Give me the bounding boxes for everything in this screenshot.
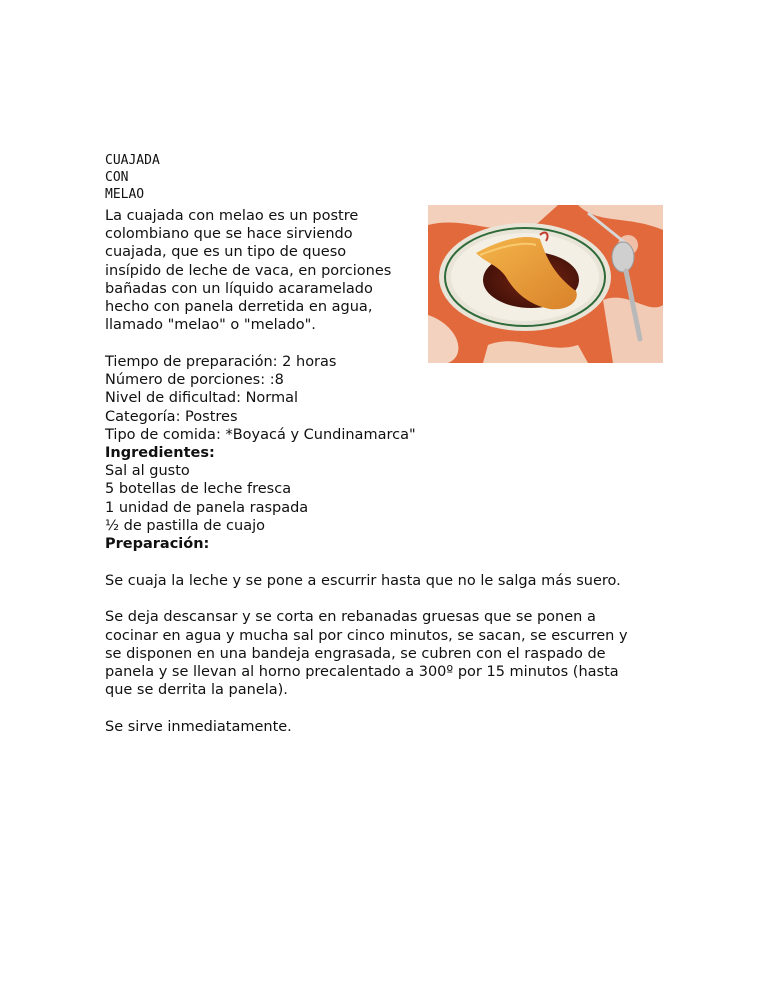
detail-line: Tipo de comida: *Boyacá y Cundinamarca" [105,426,416,443]
dessert-photo [428,205,663,363]
title-line: CUAJADA [105,153,160,168]
preparation-steps [105,572,665,736]
detail-line: Categoría: Postres [105,408,238,425]
ingredient-item: 1 unidad de panela raspada [105,499,309,516]
recipe-title [105,152,160,203]
ingredient-item: ½ de pastilla de cuajo [105,517,265,534]
intro-line: La cuajada con melao es un postre [105,208,359,224]
step-line: Se cuaja la leche y se pone a escurrir hasta que no le salga más suero. [105,573,621,589]
recipe-details [105,353,416,553]
intro-line: insípido de leche de vaca, en porciones [105,262,392,279]
dessert-plate-photo [428,205,663,363]
step-line: panela y se llevan al horno precalentado a 300º por 15 minutos (hasta [105,664,619,680]
step-line: Se deja descansar y se corta en rebanadas gruesas que se ponen a [105,609,596,626]
intro-line: cuajada, que es un tipo de queso [105,244,347,261]
paragraph-gap [105,590,665,608]
intro-line: colombiano que se hace sirviendo [105,226,353,243]
ingredient-item: 5 botellas de leche fresca [105,481,292,498]
ingredient-item: Sal al gusto [105,463,190,480]
step-line: que se derrita la panela). [105,682,288,699]
intro-line: llamado "melao" o "melado". [105,317,316,334]
paragraph-gap [105,699,665,717]
detail-line: Nivel de dificultad: Normal [105,390,299,407]
detail-line: Número de porciones: :8 [105,372,284,389]
intro-line: hecho con panela derretida en agua, [105,299,373,316]
recipe-intro [105,207,415,334]
ingredients-heading: Ingredientes: [105,445,215,462]
title-line: CON [105,170,129,185]
detail-line: Tiempo de preparación: 2 horas [105,354,337,370]
intro-line: bañadas con un líquido acaramelado [105,280,373,297]
step-line: Se sirve inmediatamente. [105,718,292,735]
preparation-heading: Preparación: [105,536,210,553]
step-line: cocinar en agua y mucha sal por cinco minutos, se sacan, se escurren y [105,627,628,644]
step-line: se disponen en una bandeja engrasada, se cubren con el raspado de [105,645,606,662]
title-line: MELAO [105,187,145,202]
